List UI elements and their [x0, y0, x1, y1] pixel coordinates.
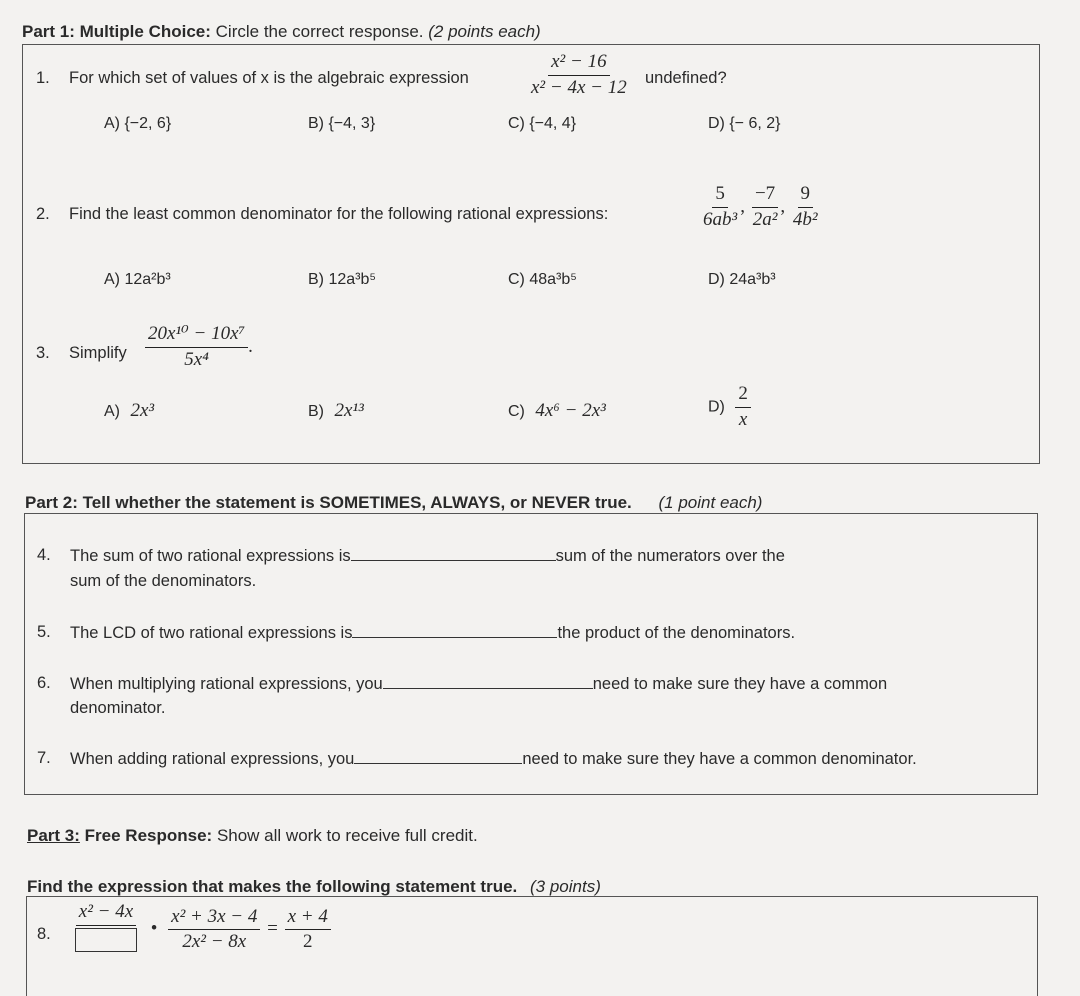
- q3-number: 3.: [36, 344, 50, 362]
- q7-line1: [70, 749, 917, 769]
- q1-number: 1.: [36, 69, 50, 87]
- q3-option-a[interactable]: [104, 400, 154, 422]
- q3-option-c[interactable]: [508, 400, 606, 422]
- q2-option-d[interactable]: D) 24a³b³: [708, 271, 776, 288]
- q3-option-b[interactable]: [308, 400, 364, 422]
- q3-option-d[interactable]: [708, 384, 751, 431]
- q2-text: Find the least common denominator for the following rational expressions:: [69, 205, 609, 223]
- q8-instruction: Find the expression that makes the following statement true.: [27, 877, 518, 896]
- q6-blank[interactable]: [383, 674, 593, 689]
- q4-line1: [70, 546, 785, 566]
- q3-option-a-label: A): [104, 403, 120, 420]
- part1-instruction: Circle the correct response.: [215, 22, 424, 41]
- q3-option-c-label: C): [508, 403, 525, 420]
- q3-option-d-den: x: [738, 408, 748, 430]
- part2-header: [25, 493, 762, 513]
- q8-points: (3 points): [530, 877, 601, 896]
- q2-f2-den: 2a²: [752, 208, 778, 230]
- q7-pre: When adding rational expressions, you: [70, 750, 355, 768]
- q2-fractions: $\frac{5}{\text{6ab³}}$ , $\frac{-7}{\text{2a²}}$ , $\frac{9}{\text{4b²}}$: [700, 184, 821, 231]
- q8-dot: •: [150, 918, 158, 940]
- part1-header: [22, 22, 541, 42]
- q1-option-d[interactable]: D) {− 6, 2}: [708, 115, 781, 132]
- q5-post: the product of the denominators.: [557, 624, 796, 642]
- q4-line2: sum of the denominators.: [70, 572, 257, 590]
- q4-post: sum of the numerators over the: [555, 547, 785, 565]
- q2-option-a[interactable]: A) 12a²b³: [104, 271, 171, 288]
- q6-line2: denominator.: [70, 699, 166, 717]
- q3-frac-denominator: 5x⁴: [184, 348, 209, 370]
- q2-option-c[interactable]: C) 48a³b⁵: [508, 271, 577, 288]
- part3-text: Show all work to receive full credit.: [216, 826, 478, 845]
- q3-option-c-value: 4x⁶ − 2x³: [535, 400, 606, 421]
- part2-points: (1 point each): [658, 493, 763, 512]
- q8-f3-denominator: 2: [302, 931, 313, 953]
- q2-number: 2.: [36, 205, 50, 223]
- q1-frac-numerator: x² − 16: [548, 52, 609, 76]
- q5-line1: [70, 623, 795, 643]
- q5-pre: The LCD of two rational expressions is: [70, 624, 353, 642]
- part3-label: Free Response:: [84, 826, 213, 845]
- q3-option-b-value: 2x¹³: [334, 400, 364, 421]
- q2-f3-den: 4b²: [792, 208, 818, 230]
- part1-points: (2 points each): [428, 22, 541, 41]
- q8-instruction-line: [27, 877, 601, 897]
- q8-f2-numerator: x² + 3x − 4: [168, 907, 260, 931]
- q3-option-a-value: 2x³: [130, 400, 155, 421]
- q4-number: 4.: [37, 546, 51, 564]
- q1-suffix: undefined?: [645, 69, 727, 87]
- q8-equation: [72, 902, 331, 958]
- q8-f2-denominator: 2x² − 8x: [182, 931, 247, 953]
- q7-number: 7.: [37, 749, 51, 767]
- part2-title: Part 2: Tell whether the statement is SOMETIMES, ALWAYS, or NEVER true.: [25, 493, 632, 512]
- q3-frac-numerator: 20x¹⁰ − 10x⁷: [145, 324, 248, 348]
- q2-f1-num: 5: [712, 184, 728, 208]
- q1-option-c[interactable]: C) {−4, 4}: [508, 115, 577, 132]
- q3-option-d-label: D): [708, 398, 725, 416]
- q6-line1: [70, 674, 887, 694]
- q6-number: 6.: [37, 674, 51, 692]
- q2-f1-den: 6ab³: [703, 208, 738, 230]
- q3-option-b-label: B): [308, 403, 324, 420]
- q1-option-a[interactable]: A) {−2, 6}: [104, 115, 172, 132]
- q3-fraction: $\frac{\text{20x¹⁰ − 10x⁷}}{\text{5x⁴}}$ .: [145, 324, 253, 371]
- part3-title: Part 3:: [27, 826, 80, 845]
- q1-option-b[interactable]: B) {−4, 3}: [308, 115, 376, 132]
- q8-f1-numerator: x² − 4x: [76, 902, 136, 926]
- q8-f3-numerator: x + 4: [285, 907, 331, 931]
- q8-number: 8.: [37, 925, 51, 943]
- q1-text: For which set of values of x is the algebraic expression: [69, 69, 469, 87]
- q7-blank[interactable]: [354, 749, 522, 764]
- q2-f3-num: 9: [798, 184, 814, 208]
- q2-f2-num: −7: [752, 184, 778, 208]
- q2-option-b[interactable]: B) 12a³b⁵: [308, 271, 376, 288]
- q1-fraction: [528, 52, 630, 99]
- q5-number: 5.: [37, 623, 51, 641]
- part1-title: Part 1: Multiple Choice:: [22, 22, 211, 41]
- q3-text: Simplify: [69, 344, 127, 362]
- q3-option-d-num: 2: [735, 384, 751, 408]
- q8-equals: =: [267, 918, 278, 940]
- q5-blank[interactable]: [352, 623, 557, 638]
- q8-answer-box[interactable]: [75, 928, 137, 952]
- q7-post: need to make sure they have a common denominator.: [522, 750, 917, 768]
- q1-frac-denominator: x² − 4x − 12: [531, 76, 627, 98]
- q4-pre: The sum of two rational expressions is: [70, 547, 351, 565]
- q4-blank[interactable]: [351, 546, 556, 561]
- part3-header: [27, 826, 478, 846]
- q6-pre: When multiplying rational expressions, you: [70, 675, 383, 693]
- q6-post: need to make sure they have a common: [592, 675, 888, 693]
